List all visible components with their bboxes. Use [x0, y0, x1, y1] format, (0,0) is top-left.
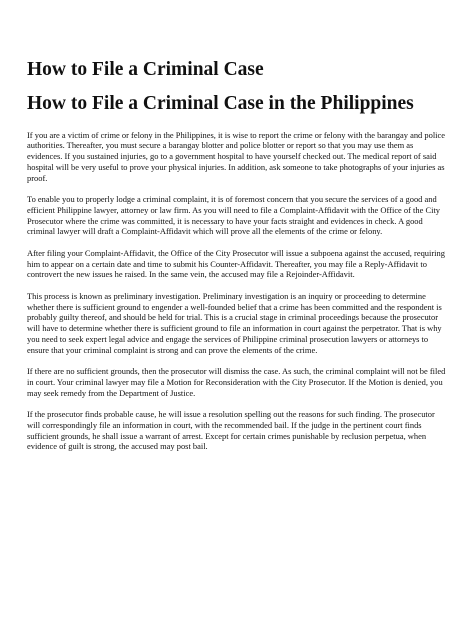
- document-subtitle: How to File a Criminal Case in the Philippines: [27, 93, 414, 114]
- paragraph-probable-cause: If the prosecutor finds probable cause, he will issue a resolution spelling out the reasons for such finding. The prosecutor will correspondingly file an information in court, with the recommended bail. If the judge in the pertinent court finds sufficient grounds, he shall issue a warrant of arrest. Except for certain crimes punishable by reclusion perpetua, when evidence of guilt is strong, the accused may post bail.: [27, 409, 435, 452]
- paragraph-preliminary-investigation: This process is known as preliminary investigation. Preliminary investigation is an inquiry or proceeding to determine whether there is sufficient ground to engender a well-founded belief that a crime has been committed and the respondent is probably guilty thereof, and should be held for trial. This is a crucial stage in criminal proceedings because the prosecutor will have to determine whether there is sufficient ground to file an information in court against the perpetrator. That is why you need to seek expert legal advice and engage the services of Philippine criminal prosecution lawyers or attorneys to ensure that your criminal complaint is strong and can prove the elements of the crime.: [27, 290, 442, 355]
- document-page: [27, 58, 447, 463]
- paragraph-lawyer-complaint: To enable you to properly lodge a criminal complaint, it is of foremost concern that you secure the services of a good and efficient Philippine lawyer, attorney or law firm. As you will need to file a Complaint-Affidavit with the Office of the City Prosecutor where the crime was committed, it is necessary to have your facts straight and evidences in check. A good criminal lawyer will draft a Complaint-Affidavit which will prove all the elements of the crime or felony.: [27, 194, 441, 237]
- paragraph-affidavits: After filing your Complaint-Affidavit, the Office of the City Prosecutor will issue a subpoena against the accused, requiring him to appear on a certain date and time to submit his Counter-Affidavit. Thereafter, you may file a Reply-Affidavit to controvert the new issues he raised. In the same vein, the accused may file a Rejoinder-Affidavit.: [27, 247, 445, 280]
- document-title: How to File a Criminal Case: [27, 59, 264, 80]
- document-body: [27, 130, 447, 453]
- paragraph-reporting-crime: If you are a victim of crime or felony in the Philippines, it is wise to report the crime or felony with the barangay and police authorities. Thereafter, you must secure a barangay blotter and police blotter or report so that you may use them as evidences. If you sustained injuries, go to a government hospital to have yourself checked out. The medical report of said hospital will be very useful to prove your physical injuries. In addition, ask someone to take photographs of your injuries as proof.: [27, 129, 446, 183]
- paragraph-dismissal: If there are no sufficient grounds, then the prosecutor will dismiss the case. As such, the criminal complaint will not be filed in court. Your criminal lawyer may file a Motion for Reconsideration with the City Prosecutor. If the Motion is denied, you may seek remedy from the Department of Justice.: [27, 366, 446, 398]
